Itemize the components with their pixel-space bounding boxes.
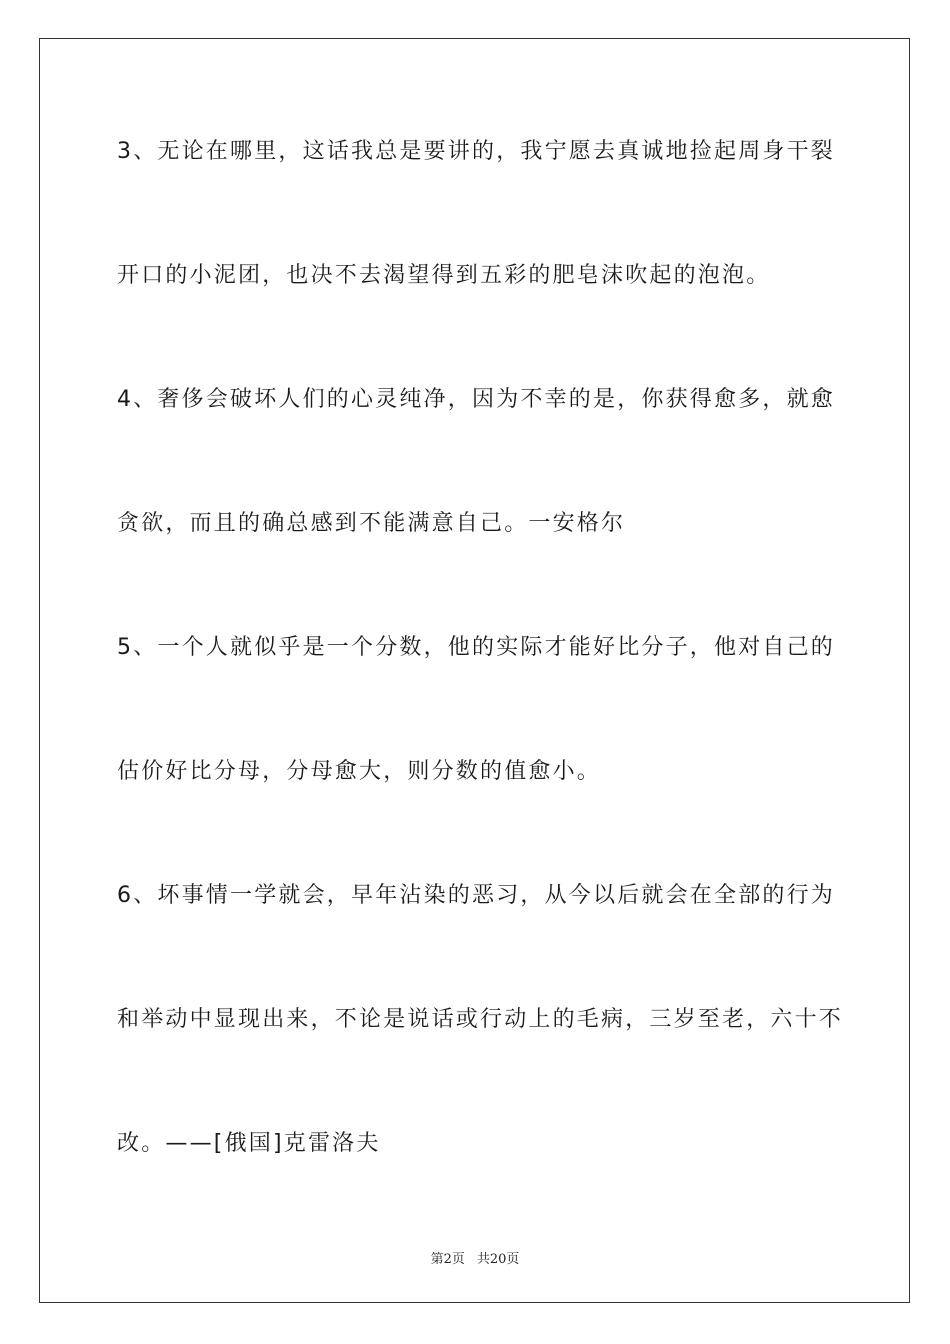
page-border [39,38,910,1303]
page-total: 共20页 [476,1252,520,1267]
text-line-6: 估价好比分母，分母愈大，则分数的值愈小。 [117,759,602,784]
text-line-5: 5、一个人就似乎是一个分数，他的实际才能好比分子，他对自己的 [117,635,835,660]
text-line-1: 3、无论在哪里，这话我总是要讲的，我宁愿去真诚地捡起周身干裂 [117,139,835,164]
text-line-2: 开口的小泥团，也决不去渴望得到五彩的肥皂沫吹起的泡泡。 [117,263,771,288]
text-line-9: 改。——[俄国]克雷洛夫 [117,1131,381,1156]
page-footer [0,1248,950,1267]
page-number: 第2页 [430,1252,465,1267]
text-line-8: 和举动中显现出来，不论是说话或行动上的毛病，三岁至老，六十不 [117,1007,844,1032]
text-line-7: 6、坏事情一学就会，早年沾染的恶习，从今以后就会在全部的行为 [117,883,835,908]
text-line-3: 4、奢侈会破坏人们的心灵纯净，因为不幸的是，你获得愈多，就愈 [117,387,835,412]
text-line-4: 贪欲，而且的确总感到不能满意自己。一安格尔 [117,511,626,536]
